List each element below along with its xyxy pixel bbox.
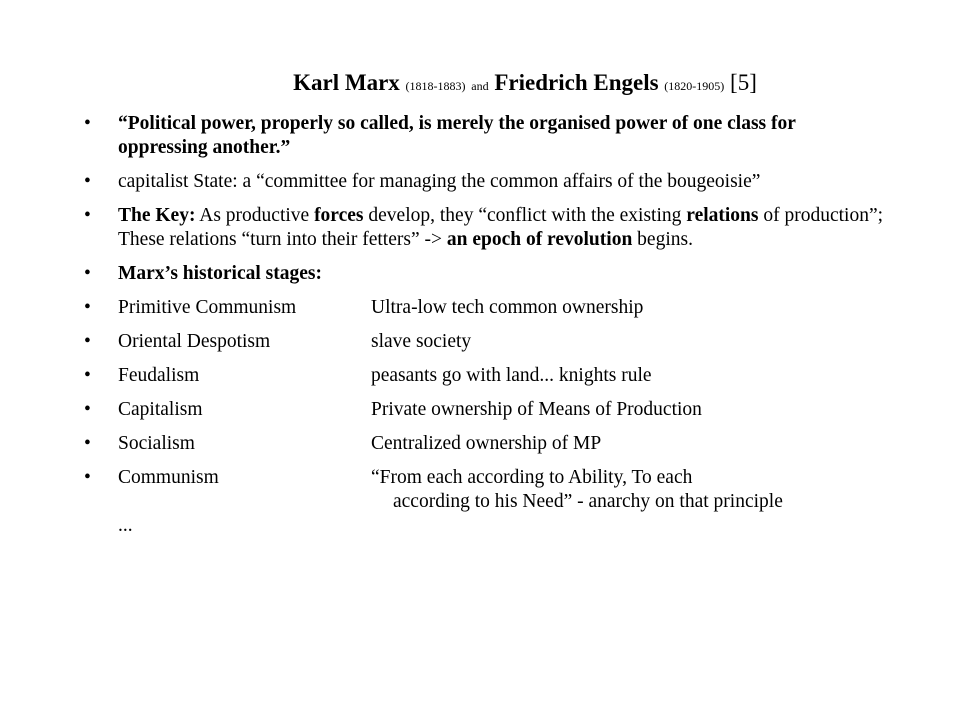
key-text-1: As productive <box>195 205 315 226</box>
key-text-2: develop, they “conflict with the existing <box>363 205 687 226</box>
key-text-4: begins. <box>632 229 693 250</box>
key-label: The Key: <box>118 205 196 226</box>
bullet-icon: • <box>84 297 91 318</box>
bullet-key <box>84 204 884 252</box>
stage-item <box>84 432 884 456</box>
bullet-stages-heading <box>84 262 884 286</box>
bullet-list <box>84 112 884 548</box>
stage-description: peasants go with land... knights rule <box>371 365 652 386</box>
stage-description: Private ownership of Means of Production <box>371 399 702 420</box>
stage-name: Oriental Despotism <box>118 331 271 352</box>
stage-name: Feudalism <box>118 365 200 386</box>
slide-title <box>0 66 960 103</box>
key-forces: forces <box>314 205 364 226</box>
stage-item <box>84 466 884 538</box>
stage-description: Centralized ownership of MP <box>371 433 602 454</box>
stages-heading: Marx’s historical stages: <box>118 263 322 284</box>
stage-item <box>84 330 884 354</box>
marx-years: (1818-1883) <box>405 79 466 93</box>
bullet-icon: • <box>84 365 91 386</box>
stage-name: Capitalism <box>118 399 203 420</box>
capitalist-state-text: capitalist State: a “committee for managing the common affairs of the bougeoisie” <box>118 171 761 192</box>
stage-description-line: “From each according to Ability, To each <box>371 467 693 488</box>
stage-name: Communism <box>118 467 219 488</box>
stage-name: Primitive Communism <box>118 297 297 318</box>
engels-years: (1820-1905) <box>664 79 725 93</box>
key-epoch: an epoch of revolution <box>446 229 633 250</box>
stage-description-continuation: according to his Need” - anarchy on that principle <box>393 491 783 512</box>
bullet-icon: • <box>84 399 91 420</box>
key-text-3: of production”; These relations “turn into their fetters” -> <box>118 205 884 250</box>
stage-description: slave society <box>371 331 472 352</box>
stage-description <box>371 466 884 514</box>
bullet-icon: • <box>84 171 91 192</box>
marx-name: Karl Marx <box>293 70 400 95</box>
stage-item <box>84 398 884 422</box>
reference-marker: [5] <box>730 70 757 95</box>
stage-description: Ultra-low tech common ownership <box>371 297 644 318</box>
stage-item <box>84 296 884 320</box>
bullet-icon: • <box>84 467 91 488</box>
title-conjunction: and <box>471 79 489 93</box>
bullet-icon: • <box>84 433 91 454</box>
bullet-icon: • <box>84 205 91 226</box>
bullet-icon: • <box>84 331 91 352</box>
bullet-political-power <box>84 112 884 160</box>
key-relations: relations <box>686 205 759 226</box>
bullet-capitalist-state <box>84 170 884 194</box>
stage-item <box>84 364 884 388</box>
bullet-icon: • <box>84 263 91 284</box>
political-power-quote: “Political power, properly so called, is merely the organised power of one class for oppressing another.” <box>118 113 796 158</box>
engels-name: Friedrich Engels <box>494 70 659 95</box>
bullet-icon: • <box>84 113 91 134</box>
stage-name: Socialism <box>118 433 195 454</box>
trailing-ellipsis: ... <box>118 515 133 536</box>
